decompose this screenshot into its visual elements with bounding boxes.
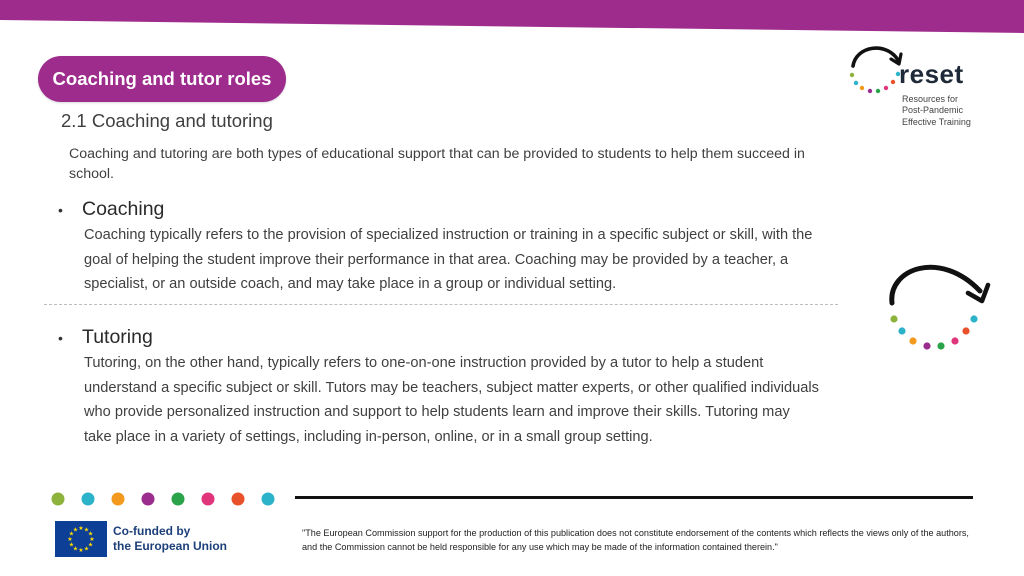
color-dot	[232, 493, 245, 506]
eu-star-icon: ★	[78, 548, 84, 554]
eu-star-icon: ★	[78, 526, 84, 532]
color-dot	[262, 493, 275, 506]
eu-star-icon: ★	[68, 531, 75, 538]
logo-wordmark: reset	[899, 59, 964, 89]
logo-subtitle: Resources for Post-Pandemic Effective Training	[902, 94, 971, 127]
eu-star-icon: ★	[68, 542, 75, 549]
color-dot	[82, 493, 95, 506]
bullet-body-coaching: Coaching typically refers to the provision of specialized instruction or training in a specific subject or skill, with the goal of helping the student improve their performance in that area. Coaching may be provided by a teacher, a specialist, or an outside coach, and may take place in a group or individual setting.	[84, 227, 813, 293]
cycle-arrow-icon	[882, 255, 994, 355]
color-dot	[142, 493, 155, 506]
color-dot	[202, 493, 215, 506]
bullet-coaching	[58, 198, 164, 221]
dashed-divider	[44, 304, 838, 305]
eu-star-icon: ★	[87, 531, 94, 538]
eu-star-icon: ★	[87, 542, 94, 549]
eu-star-icon: ★	[83, 527, 90, 534]
color-dot	[172, 493, 185, 506]
color-dot	[52, 493, 65, 506]
bullet-tutoring	[58, 326, 153, 349]
co-funded-label: Co-funded by the European Union	[113, 524, 227, 553]
bullet-title-coaching: Coaching	[82, 198, 165, 220]
bullet-dot-icon: •	[58, 330, 63, 346]
eu-flag-icon	[55, 521, 107, 557]
eu-star-icon: ★	[72, 527, 79, 534]
bullet-body-tutoring: Tutoring, on the other hand, typically refers to one-on-one instruction provided by a tutor to help a student understand a specific subject or skill. Tutors may be teachers, subject matter experts, or other qualified individuals who provide personalized instruction and support to help students learn and improve their skills. Tutoring may take place in a variety of settings, including in-person, online, or in a small group setting.	[84, 355, 819, 446]
section-pill-title: Coaching and tutor roles	[38, 56, 286, 102]
eu-star-icon: ★	[83, 546, 90, 553]
footer-rule	[295, 496, 973, 499]
bullet-title-tutoring: Tutoring	[82, 326, 153, 348]
bullet-dot-icon: •	[58, 202, 63, 218]
colored-dots-row	[50, 490, 280, 508]
color-dot	[112, 493, 125, 506]
section-subtitle: 2.1 Coaching and tutoring	[61, 110, 273, 131]
intro-paragraph: Coaching and tutoring are both types of educational support that can be provided to students to help them succeed in school.	[69, 146, 805, 182]
disclaimer-text: "The European Commission support for the production of this publication does not constitute endorsement of the contents which reflects the views only of the authors, and the Commission cannot be held responsible for any use which may be made of the information contained therein."	[302, 528, 969, 552]
eu-star-icon: ★	[89, 537, 95, 543]
top-decorative-band	[0, 0, 1024, 40]
eu-star-icon: ★	[72, 546, 79, 553]
eu-star-icon: ★	[67, 537, 73, 543]
